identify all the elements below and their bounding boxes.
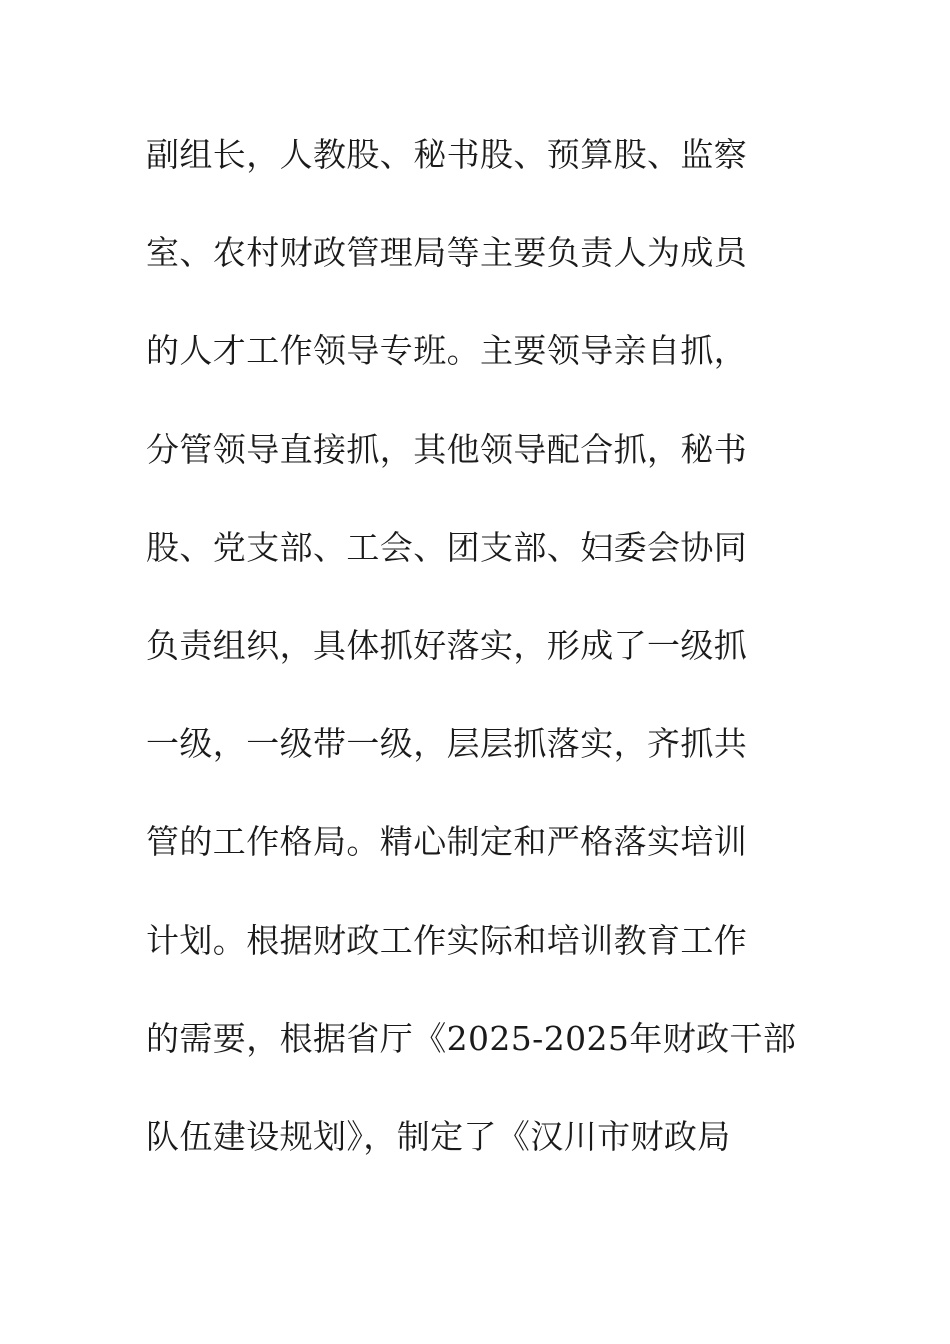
text-line: 股、党支部、工会、团支部、妇委会协同 [146, 527, 748, 567]
text-line: 副组长，人教股、秘书股、预算股、监察 [146, 135, 748, 174]
text-line: 分管领导直接抓，其他领导配合抓，秘书 [146, 429, 748, 469]
text-line: 室、农村财政管理局等主要负责人为成员 [146, 233, 748, 273]
text-line: 的人才工作领导专班。主要领导亲自抓， [146, 331, 748, 371]
body-text [146, 126, 826, 1206]
text-line: 负责组织，具体抓好落实，形成了一级抓 [146, 625, 748, 665]
text-line: 队伍建设规划》，制定了《汉川市财政局 [146, 1116, 731, 1156]
text-line: 计划。根据财政工作实际和培训教育工作 [146, 920, 748, 960]
text-line: 一级，一级带一级，层层抓落实，齐抓共 [146, 724, 748, 764]
text-line: 的需要，根据省厅《2025-2025年财政干部 [146, 1018, 797, 1058]
text-line: 管的工作格局。精心制定和严格落实培训 [146, 822, 748, 862]
